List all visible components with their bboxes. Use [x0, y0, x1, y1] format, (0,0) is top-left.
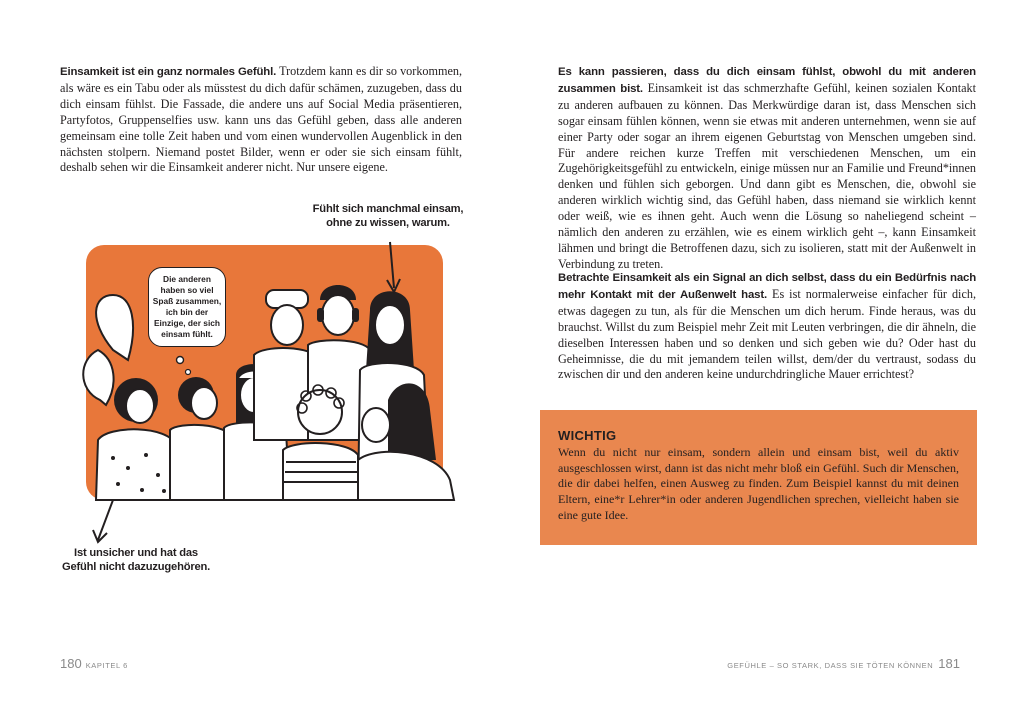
- group-of-friends-drawing: [58, 200, 478, 580]
- paragraph-2: [558, 270, 976, 383]
- caption-bottom: Ist unsicher und hat das Gefühl nicht dazuzugehören.: [61, 547, 211, 573]
- speech-bubble-text: Die anderen haben so viel Spaß zusammen, ich bin der Einzige, der sich einsam fühlt.: [152, 274, 222, 339]
- info-box-title: WICHTIG: [558, 428, 617, 443]
- paragraph-1: [558, 64, 976, 273]
- intro-text: Trotzdem kann es dir so vorkommen, als wäre es ein Tabu oder als müsstest du dich dafür schämen, zuzugeben, dass du dich einsam fühlst. Die Fassade, die andere uns auf Social Media präsentieren, Partyfotos, Gruppenselfies usw. kann uns das Gefühl geben, dass alle anderen gemeinsam eine tolle Zeit haben und vom einen wundervollen Augenblick in den nächsten stolpern. Niemand postet Bilder, wenn er oder sie sich einsam fühlt, deshalb sehen wir die Einsamkeit anderer nicht. Nur unsere eigene.: [60, 64, 463, 175]
- intro-lead: Einsamkeit ist ein ganz normales Gefühl.: [60, 66, 277, 78]
- paragraph-1-text: Einsamkeit ist das schmerzhafte Gefühl, keinen sozialen Kontakt zu anderen aufbauen zu können. Das Merkwürdige daran ist, dass Menschen sich sogar einsam fühlen können, wenn sie etwas mit anderen unternehmen, wenn sie auf einer Party oder sogar an ihrem eigenen Geburtstag von Menschen umgeben sind. Für andere reichen kurze Treffen mit verschiedenen Menschen, um ein Zugehörigkeitsgefühl zu entwickeln, einige müssen nur an Familie und Freund*innen denken und fühlen sich geborgen. Und dann gibt es Menschen, die, obwohl sie anderen wirklich wichtig sind, das Gefühl haben, dass niemand sie wirklich kennt oder weiß, wie es ihnen geht. Auch wenn die Lösung so naheliegend scheint – nämlich den anderen zu erzählen, wie es einem wirklich geht –, kann Einsamkeit lähmen und bringt die Betroffenen dazu, sich zu isolieren, statt mit der Außenwelt in Verbindung zu treten.: [558, 80, 977, 271]
- illustration: [58, 200, 478, 580]
- right-page: [510, 0, 1020, 720]
- intro-paragraph: [60, 64, 462, 176]
- caption-top: Fühlt sich manchmal einsam, ohne zu wissen, warum.: [312, 203, 464, 229]
- footer-right: [727, 656, 960, 671]
- speech-bubble: [148, 267, 226, 347]
- running-head-left: KAPITEL 6: [85, 661, 128, 670]
- paragraph-2-text: Es ist normalerweise einfacher für dich, etwas dagegen zu tun, als für die Menschen um dich herum. Finde heraus, was du brauchst. Willst du zum Beispiel mehr Zeit mit Leuten verbringen, die dir ähneln, die dieselben Interessen haben und so denken und sich geben wie du? Oder hast du Geheimnisse, die du mit jemandem teilen willst, dem/der du vertraust, sodass du zwischen dir und den anderen keine undurchdringliche Mauer errichtest?: [558, 286, 976, 382]
- info-box: [540, 410, 977, 545]
- paragraph-1-lead: Es kann passieren, dass du dich einsam fühlst, obwohl du mit anderen zusammen bist.: [558, 66, 976, 95]
- paragraph-2-lead: Betrachte Einsamkeit als ein Signal an dich selbst, dass du ein Bedürfnis nach mehr Kontakt mit der Außenwelt hast.: [558, 272, 976, 301]
- running-head-right: GEFÜHLE – SO STARK, DASS SIE TÖTEN KÖNNEN: [727, 661, 934, 670]
- footer-left: [60, 656, 128, 671]
- page-number-left: 180: [60, 656, 82, 671]
- page-number-right: 181: [938, 656, 960, 671]
- info-box-text: Wenn du nicht nur einsam, sondern allein und einsam bist, weil du aktiv ausgeschlossen wirst, dann ist das nicht mehr bloß ein Gefühl. Such dir Menschen, die dir dabei helfen, einen Ausweg zu finden. Zum Beispiel kannst du mit deinen Eltern, eine*r Lehrer*in oder anderen Jugendlichen sprechen, vielleicht haben sie eine gute Idee.: [558, 445, 959, 522]
